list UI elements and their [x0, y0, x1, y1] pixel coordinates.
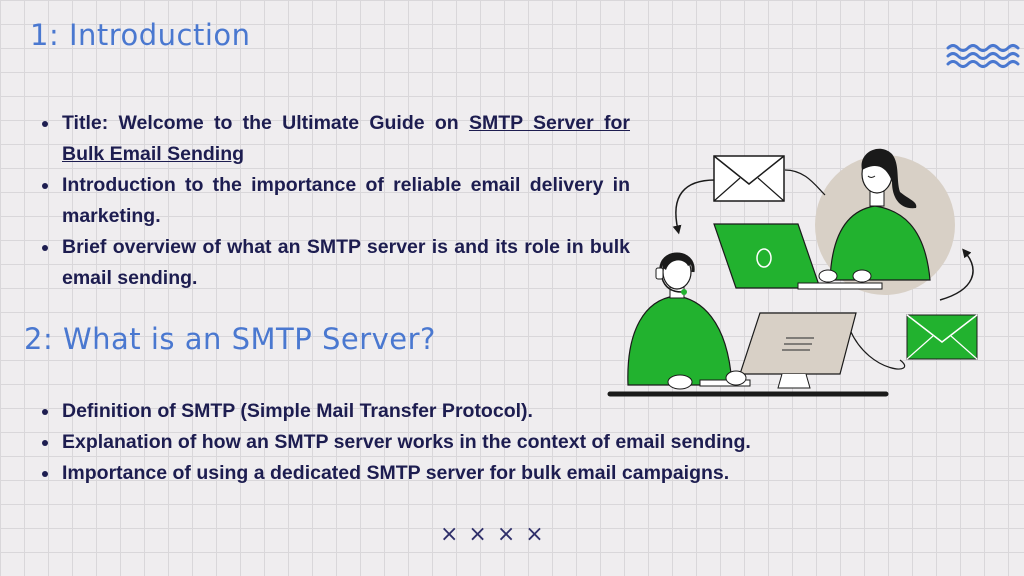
list-item: Brief overview of what an SMTP server is and its role in bulk email sending. [40, 232, 630, 294]
bottom-x-decoration: ×××× [440, 522, 554, 547]
list-item [40, 108, 630, 170]
section-2-heading: 2: What is an SMTP Server? [24, 322, 436, 356]
section-1-heading: 1: Introduction [30, 18, 251, 52]
list-item: Importance of using a dedicated SMTP server for bulk email campaigns. [40, 458, 900, 489]
monitor-icon [740, 313, 856, 388]
envelope-icon [907, 315, 977, 359]
man-figure [628, 253, 732, 385]
arrow-icon [676, 180, 715, 230]
list-item: Definition of SMTP (Simple Mail Transfer Protocol). [40, 396, 900, 427]
introduction-list [40, 108, 630, 294]
wave-decoration-icon [944, 42, 1024, 70]
list-item: Explanation of how an SMTP server works in the context of email sending. [40, 427, 900, 458]
email-team-illustration [600, 140, 1000, 405]
connector-line [850, 330, 905, 369]
connector-line [785, 170, 825, 195]
envelope-icon [714, 156, 784, 201]
title-prefix: Title: Welcome to the Ultimate Guide on [62, 112, 469, 134]
smtp-definition-list [40, 396, 900, 489]
list-item: Introduction to the importance of reliable email delivery in marketing. [40, 170, 630, 232]
smtp-guide-link[interactable]: SMTP Server for Bulk Email Sending [62, 112, 630, 165]
